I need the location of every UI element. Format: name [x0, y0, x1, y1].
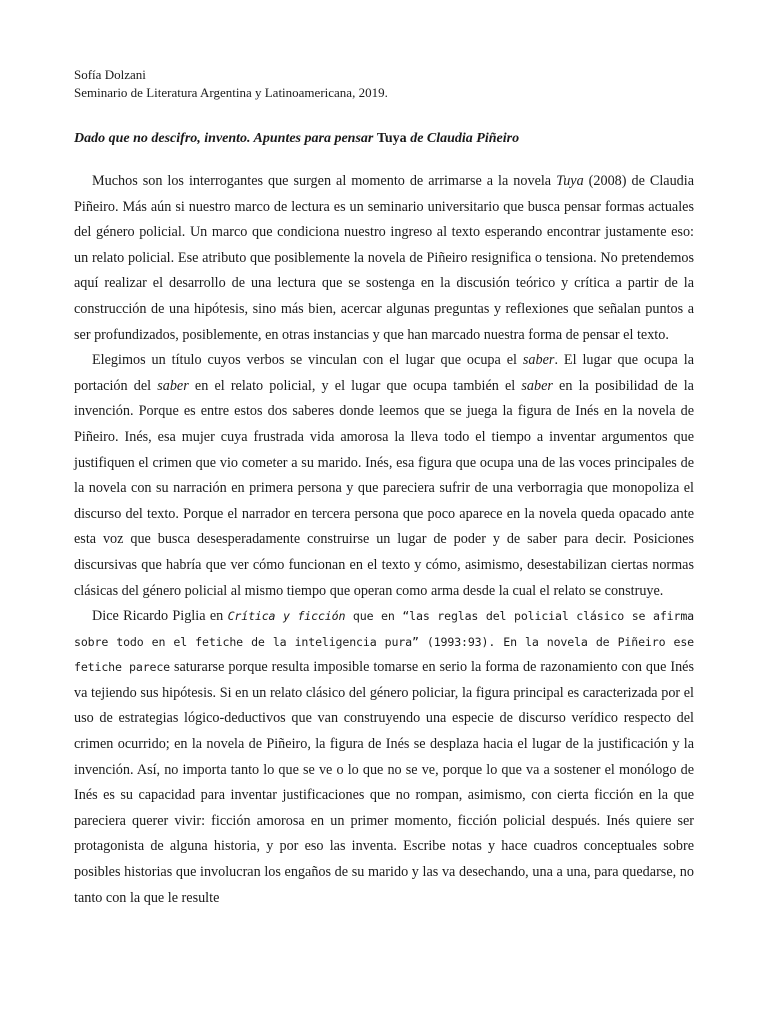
paragraph-3	[74, 604, 694, 911]
p2-text-g: en la posibilidad de la invención. Porque es entre estos dos saberes donde leemos que se juega la figura de Inés en la novela de Piñeiro. Inés, esa mujer cuya frustrada vida amorosa la lleva todo el tiempo a inventar argumentos que justifiquen el crimen que vio cometer a su marido. Inés, esa figura que ocupa una de las voces principales de la novela con su narración en primera persona y que pareciera sufrir de una verborragia que monopoliza el discurso del texto. Porque el narrador en tercera persona que poco aparece en la novela queda opacado ante esta voz que busca desesperadamente construirse un lugar de poder y de saber para decir. Posiciones discursivas que habría que ver cómo funcionan en el texto y cómo, asimismo, desestabilizan ciertas normas clásicas del género policial al mismo tiempo que operan como arma desde la cual el relato se construye.	[74, 377, 694, 599]
p3-quote: que en “las reglas del policial clásico se afirma sobre todo en el fetiche de la inteligencia pura” (1993:93). En la novela de Piñeiro ese fetiche parece	[74, 609, 694, 675]
p1-book-title: Tuya	[556, 173, 584, 189]
document-page	[74, 66, 694, 911]
p2-text-a: Elegimos un título cuyos verbos se vinculan con el lugar que ocupa el	[92, 352, 523, 369]
title-part-1: Dado que no descifro, invento. Apuntes para pensar	[74, 131, 377, 146]
paragraph-1	[74, 169, 694, 348]
p1-text-c: (2008) de Claudia Piñeiro. Más aún si nuestro marco de lectura es un seminario universitario que busca pensar formas actuales del género policial. Un marco que condiciona nuestro ingreso al texto esperando encontrar justamente eso: un relato policial. Ese atributo que posiblemente la novela de Piñeiro resignifica o tensiona. No pretendemos aquí realizar el desarrollo de una lectura que se sostenga en la discusión teórico y crítica a partir de la construcción de una hipótesis, sino más bien, acercar algunas preguntas y reflexiones que señalan puntos a ser profundizados, posiblemente, en otras instancias y que han marcado nuestra forma de pensar el texto.	[74, 173, 694, 343]
p3-text-d: saturarse porque resulta imposible tomarse en serio la forma de razonamiento con que Inés va tejiendo sus hipótesis. Si en un relato clásico del género policiar, la figura principal es caracterizada por el uso de estrategias lógico-deductivos que van construyendo una especie de discurso verídico respecto del crimen ocurrido; en la novela de Piñeiro, la figura de Inés se desplaza hacia el lugar de la justificación y la invención. Así, no importa tanto lo que se ve o lo que no se ve, porque lo que va a sostener el monólogo de Inés es su capacidad para inventar justificaciones que no rompan, asimismo, con cierta ficción en la que pareciera querer vivir: ficción amorosa en un primer momento, ficción policial después. Inés quiere ser protagonista de alguna historia, y por eso las inventa. Escribe notas y hace cuadros conceptuales sobre posibles historias que involucran los engaños de su marido y las va desechando, una a una, para quedarse, no tanto con la que le resulte	[74, 659, 694, 906]
paragraph-2	[74, 348, 694, 604]
title-book: Tuya	[376, 131, 407, 146]
p2-text-c: . El lugar que ocupa la portación del	[74, 352, 694, 394]
article-title	[74, 130, 694, 148]
p2-saber-3: saber	[521, 377, 553, 394]
title-part-2: de Claudia Piñeiro	[406, 131, 520, 146]
author-name: Sofía Dolzani	[74, 67, 146, 82]
p2-saber-1: saber	[522, 352, 555, 369]
p3-text-a: Dice Ricardo Piglia en	[92, 608, 228, 625]
p1-text-a: Muchos son los interrogantes que surgen al momento de arrimarse a la novela	[92, 173, 557, 189]
p3-book-title: Crítica y ficción	[227, 609, 346, 624]
affiliation-line: Seminario de Literatura Argentina y Latinoamericana, 2019.	[74, 85, 388, 100]
p2-text-e: en el relato policial, y el lugar que ocupa también el	[188, 377, 522, 394]
p2-saber-2: saber	[157, 377, 189, 394]
